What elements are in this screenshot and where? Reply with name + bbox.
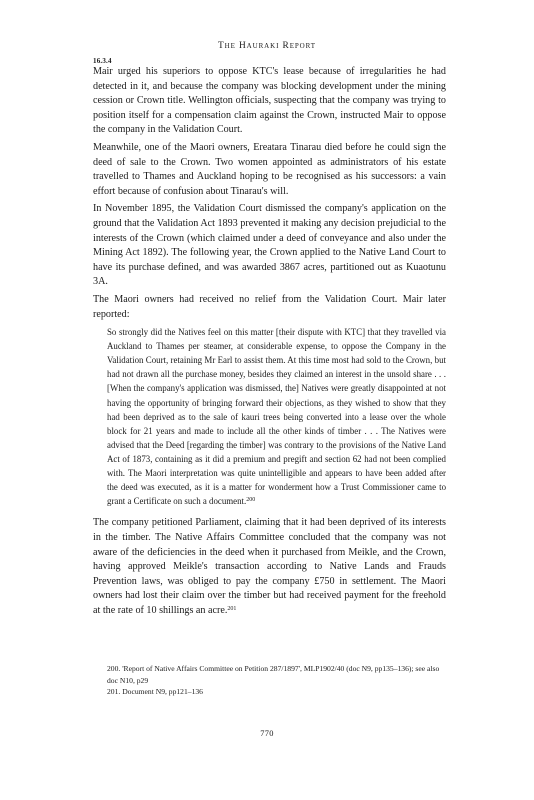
paragraph-meanwhile: Meanwhile, one of the Maori owners, Ereatara Tinarau died before he could sign the deed of sale to the Crown. Two women appointed as administrators of his estate travelled to Thames and Auckland hoping to be recognised as his successors: a vain effort because of confusion about Tinarau's will. [93,141,446,197]
petition-text: The company petitioned Parliament, claiming that it had been deprived of its interests in the timber. The Native Affairs Committee concluded that the company was not aware of the deficiencies in the deed when it purchased from Meikle, and the Crown, having approved Meikle's transaction according to Native Lands and Frauds Prevention laws, was obliged to pay the company £750 in settlement. The Maori owners had lost their claim over the timber but had received payment for the freehold at the rate of 10 shillings an acre. [93,517,446,616]
running-head: The Hauraki Report [218,41,316,51]
footnote-ref-200[interactable]: 200 [246,497,256,504]
quote-text: So strongly did the Natives feel on this matter [their dispute with KTC] that they travelled via Auckland to Thames per steamer, at considerable expense, to oppose the Company in the Validation Court, retaining Mr Earl to assist them. At this time most had sold to the Crown, but had not drawn all the purchase money, besides they claimed an interest in the unsold share . . . [When the company's application was dismissed, the] Natives were greatly disappointed at not having the opportunity of bringing forward their objections, as they wished to show that they had been deprived as to the sale of kauri trees being converted into a lease over the whole block for 21 years and made to include all the other kinds of timber . . . The Natives were advised that the Deed [regarding the timber] was contrary to the provisions of the Native Land Act of 1873, containing as it did a premium and pregift and section 62 had not been complied with. The Maori interpretation was quite unintelligible and appears to have been added after the deed was executed, as it is a matter for wonderment how a Trust Commissioner came to grant a Certificate on such a document. [107,327,446,507]
body-text [93,65,446,621]
footnote-200: 200. 'Report of Native Affairs Committee on Petition 287/1897', MLP1902/40 (doc N9, pp135–136); see also doc N10, p29 [107,664,440,685]
mair-block-quote [107,325,446,508]
paragraph-november-1895: In November 1895, the Validation Court dismissed the company's application on the ground that the Validation Act 1893 prevented it making any decision prejudicial to the interests of the Crown (which claimed under a deed of conveyance and also under the Mining Act 1892). The following year, the Crown applied to the Native Land Court to have its purchase defined, and was awarded 3867 acres, partitioned out as Kuaotunu 3A. [93,203,446,288]
paragraph-maori-owners: The Maori owners had received no relief from the Validation Court. Mair later reported: [93,293,446,320]
footnote-ref-201[interactable]: 201 [227,605,237,612]
section-number: 16.3.4 [93,57,112,65]
footnotes [93,663,451,698]
paragraph-mair-urged: Mair urged his superiors to oppose KTC's lease because of irregularities he had detected in it, and because the company was blocking development under the mining cession or Crown title. Wellington officials, suspecting that the company was trying to position itself for a compensation claim against the Crown, instructed Mair to oppose the company in the Validation Court. [93,66,446,136]
paragraph-company-petitioned [93,516,446,618]
footnote-201: 201. Document N9, pp121–136 [107,687,203,697]
page-number: 770 [260,729,274,738]
